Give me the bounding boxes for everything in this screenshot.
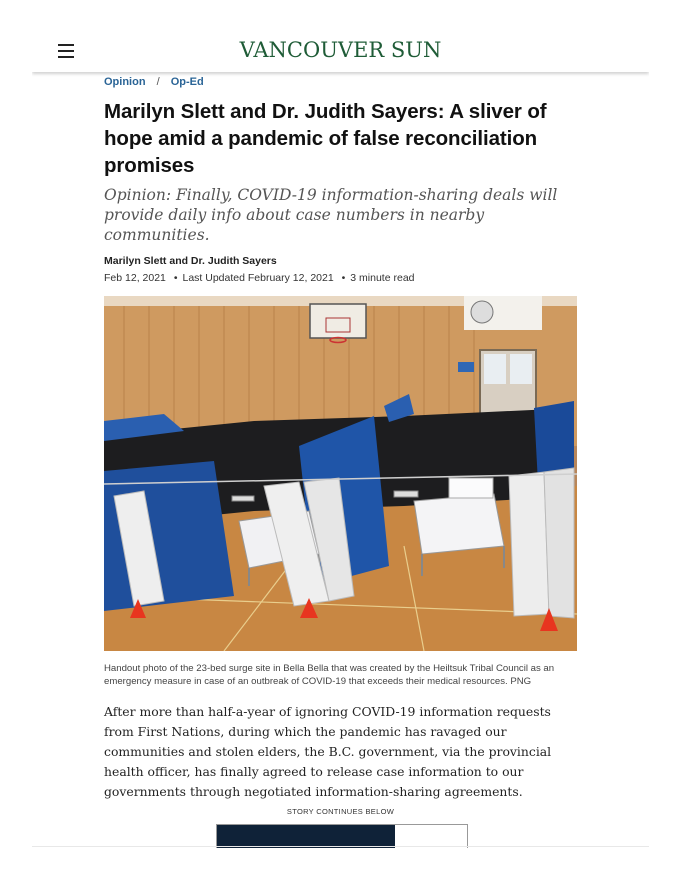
gymnasium-photo-illustration — [104, 296, 577, 651]
story-continues-label: STORY CONTINUES BELOW — [286, 807, 395, 816]
publish-date: Feb 12, 2021 — [104, 272, 166, 284]
article-headline: Marilyn Slett and Dr. Judith Sayers: A sliver of hope amid a pandemic of false reconciliation promises — [104, 100, 547, 177]
article-photo[interactable] — [104, 296, 577, 651]
breadcrumb — [104, 76, 577, 90]
article-paragraph: After more than half-a-year of ignoring COVID-19 information requests from First Nations, during which the pandemic has ravaged our communities and stolen elders, the B.C. government, via the provincial health officer, has finally agreed to release case information to our governments through negotiated information-sharing agreements. — [104, 704, 552, 799]
meta-separator: • — [173, 272, 178, 284]
advertisement-fill — [217, 825, 395, 848]
last-updated: Last Updated February 12, 2021 — [182, 272, 334, 284]
read-time: 3 minute read — [350, 272, 415, 284]
meta-separator: • — [341, 272, 346, 284]
article-byline[interactable]: Marilyn Slett and Dr. Judith Sayers — [104, 255, 277, 267]
advertisement-banner[interactable] — [216, 824, 468, 848]
breadcrumb-section-link[interactable]: Opinion — [104, 76, 146, 88]
article — [104, 76, 577, 814]
page-frame — [32, 32, 649, 848]
article-meta — [104, 272, 577, 284]
site-header — [32, 32, 649, 72]
site-logo[interactable]: VANCOUVER SUN — [239, 38, 442, 62]
breadcrumb-separator: / — [156, 76, 160, 88]
photo-caption: Handout photo of the 23-bed surge site in Bella Bella that was created by the Heiltsuk Tribal Council as an emergency measure in case of an outbreak of COVID-19 that exceeds their medical resources. PNG — [104, 663, 555, 687]
article-deck: Opinion: Finally, COVID-19 information-sharing deals will provide daily info about case numbers in nearby communities. — [104, 186, 558, 244]
bottom-divider — [32, 846, 649, 847]
breadcrumb-subsection-link[interactable]: Op-Ed — [170, 76, 204, 88]
